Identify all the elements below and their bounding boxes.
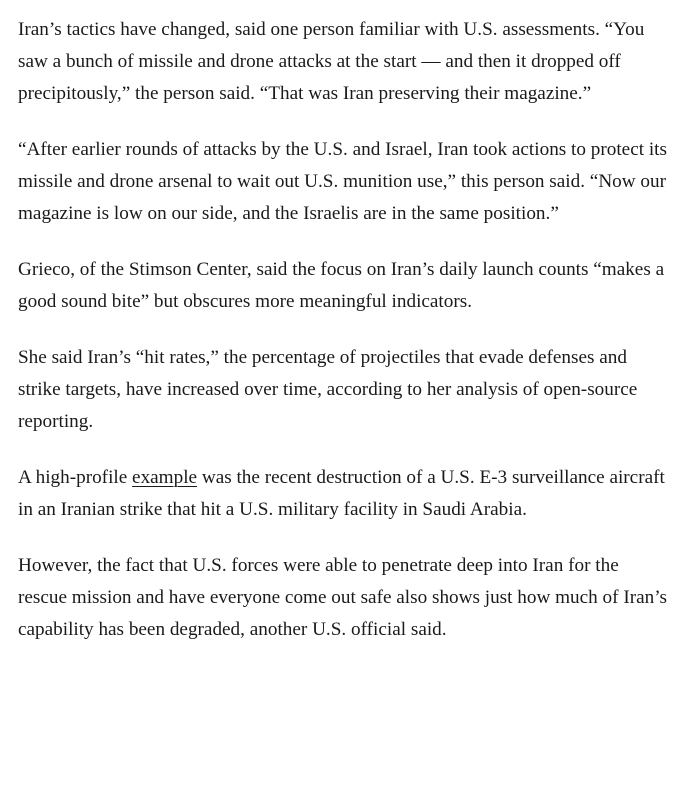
article-paragraph: She said Iran’s “hit rates,” the percentage of projectiles that evade defenses and strike targets, have increased over time, according to her analysis of open-source reporting. xyxy=(18,347,638,432)
example-link[interactable]: example xyxy=(132,467,198,488)
article-paragraph-with-link xyxy=(18,462,672,526)
article-paragraph: However, the fact that U.S. forces were able to penetrate deep into Iran for the rescue mission and have everyone come out safe also shows just how much of Iran’s capability has been degraded, another U.S. official said. xyxy=(18,555,668,640)
paragraph-text-before-link: A high-profile xyxy=(18,467,133,488)
article-paragraph: Grieco, of the Stimson Center, said the focus on Iran’s daily launch counts “makes a good sound bite” but obscures more meaningful indicators. xyxy=(18,259,665,312)
article-paragraph: “After earlier rounds of attacks by the U.S. and Israel, Iran took actions to protect its missile and drone arsenal to wait out U.S. munition use,” this person said. “Now our magazine is low on our side, and the Israelis are in the same position.” xyxy=(18,139,667,224)
paragraph-text-after-link: was the recent destruction of a U.S. E-3 surveillance aircraft in an Iranian strike that hit a U.S. military facility in Saudi Arabia. xyxy=(18,467,665,520)
article-paragraph: Iran’s tactics have changed, said one person familiar with U.S. assessments. “You saw a bunch of missile and drone attacks at the start — and then it dropped off precipitously,” the person said. “That was Iran preserving their magazine.” xyxy=(18,19,645,104)
